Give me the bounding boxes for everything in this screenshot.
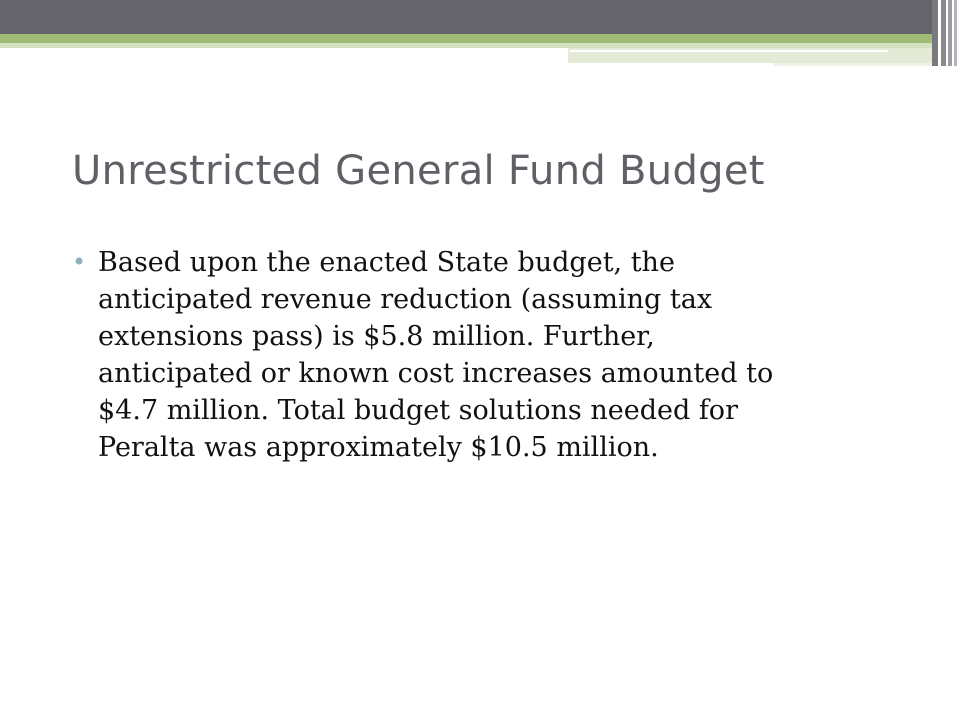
- header-band-faint: [774, 63, 932, 66]
- header-band-dark: [0, 0, 932, 34]
- slide-title: Unrestricted General Fund Budget: [72, 148, 765, 194]
- bullet-text: Based upon the enacted State budget, the anticipated revenue reduction (assuming tax extensions pass) is $5.8 million. Further, anticipated or known cost increases amounted to $4.7 million. Total budget solutions needed for Peralta was approximately $10.5 million.: [98, 247, 774, 463]
- header-band-highlight: [570, 50, 888, 52]
- bullet-marker-icon: •: [72, 248, 87, 276]
- bullet-item: [72, 244, 922, 466]
- corner-stripe: [954, 0, 957, 66]
- bullet-list: [72, 244, 922, 466]
- header-band-green: [0, 34, 932, 43]
